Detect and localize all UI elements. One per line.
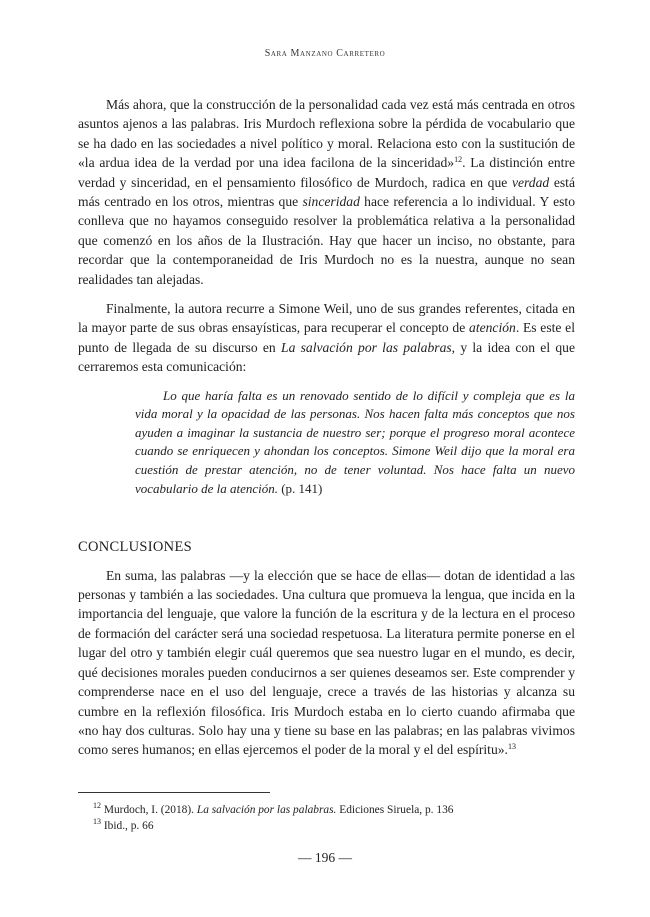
text-run: En suma, las palabras —y la elección que se hace de ellas— dotan de identidad a las personas y también a las sociedades. Una cultura que promueva la lengua, que incida en la importancia del lenguaje, que valore la función de la escritura y de la lectura en el proceso de formación del carácter será una sociedad respetuosa. La literatura permite ponerse en el lugar del otro y también elegir cuál queremos que sea nuestro lugar en el mundo, es decir, qué decisiones morales pueden conducirnos a ser quienes deseamos ser. Este comprender y comprenderse nace en el uso del lenguaje, crece a través de las historias y alcanza su cumbre en la reflexión filosófica. Iris Murdoch estaba en lo cierto cuando afirmaba que «no hay dos culturas. Solo hay una y tiene su base en las palabras; en las palabras vivimos como seres humanos; en ellas ejercemos el poder de la moral y el del espíritu». [78, 567, 575, 758]
emphasis-book-title: La salvación por las palabras [281, 339, 452, 355]
emphasis-atencion: atención [469, 320, 516, 336]
emphasis-sinceridad: sinceridad [302, 194, 360, 210]
text-run: Finalmente, la autora recurre a Simone Weil, uno de sus grandes referentes, citada en la mayor parte de sus obras ensayísticas, para recuperar el concepto de [78, 301, 575, 336]
footnote-number: 12 [93, 801, 101, 810]
text-run: . La distinción entre verdad y sinceridad, en el pensamiento filosófico de Murdoch, radica en que [78, 155, 576, 190]
page-number: — 196 — [298, 850, 352, 865]
emphasis-verdad: verdad [511, 174, 550, 190]
text-run: hace referencia a lo individual. Y esto conlleva que no hayamos conseguido resolver la problemática relativa a la personalidad que comenzó en los años de la Ilustración. Hay que hacer un inciso, no obstante, para recordar que la contemporaneidad de Iris Murdoch no es la nuestra, aunque no sean realidades tan alejadas. [78, 194, 575, 287]
footnote-book-title: La salvación por las palabras. [196, 804, 337, 816]
page-content [78, 95, 575, 770]
paragraph-murdoch-vocabulary [78, 95, 575, 289]
quote-text: Lo que haría falta es un renovado sentido de lo difícil y compleja que es la vida moral y la opacidad de las personas. Nos hacen falta más conceptos que nos ayuden a imaginar la sustancia de nuestro ser; porque el progreso moral acontece cuando se enriquecen y ahondan los conceptos. Simone Weil dijo que la moral era cuestión de prestar atención, no de tener voluntad. Nos hace falta un nuevo vocabulario de la atención. [135, 387, 575, 496]
text-run: , y la idea con el que cerraremos esta comunicación: [78, 339, 576, 375]
footnote-ref-12: 12 [454, 155, 463, 165]
text-run: Ediciones Siruela, p. 136 [336, 804, 454, 816]
footnote-ref-13: 13 [507, 742, 516, 752]
section-title: CONCLUSIONES [78, 539, 192, 556]
footnote-13 [93, 818, 573, 834]
footnote-number: 13 [93, 817, 101, 826]
text-run: está más centrado en los otros, mientras que [78, 174, 575, 210]
footnote-divider [78, 792, 270, 793]
quote-citation: (p. 141) [277, 480, 323, 496]
text-run: . Es este el punto de llegada de su discurso en [78, 320, 575, 355]
paragraph-simone-weil [78, 299, 575, 377]
footnote-12 [93, 802, 573, 818]
footnotes [93, 802, 573, 834]
text-run: Más ahora, que la construcción de la personalidad cada vez está más centrada en otros asuntos ajenos a las palabras. Iris Murdoch reflexiona sobre la pérdida de vocabulario que se ha dado en las sociedades a nivel político y moral. Relaciona esto con la sustitución de «la ardua idea de la verdad por una idea facilona de la sinceridad» [78, 97, 575, 171]
running-head: Sara Manzano Carretero [264, 48, 386, 59]
text-run: Murdoch, I. (2018). [101, 804, 197, 816]
text-run: Ibid., p. 66 [101, 820, 154, 832]
block-quote [135, 387, 575, 499]
paragraph-conclusions [78, 566, 575, 760]
